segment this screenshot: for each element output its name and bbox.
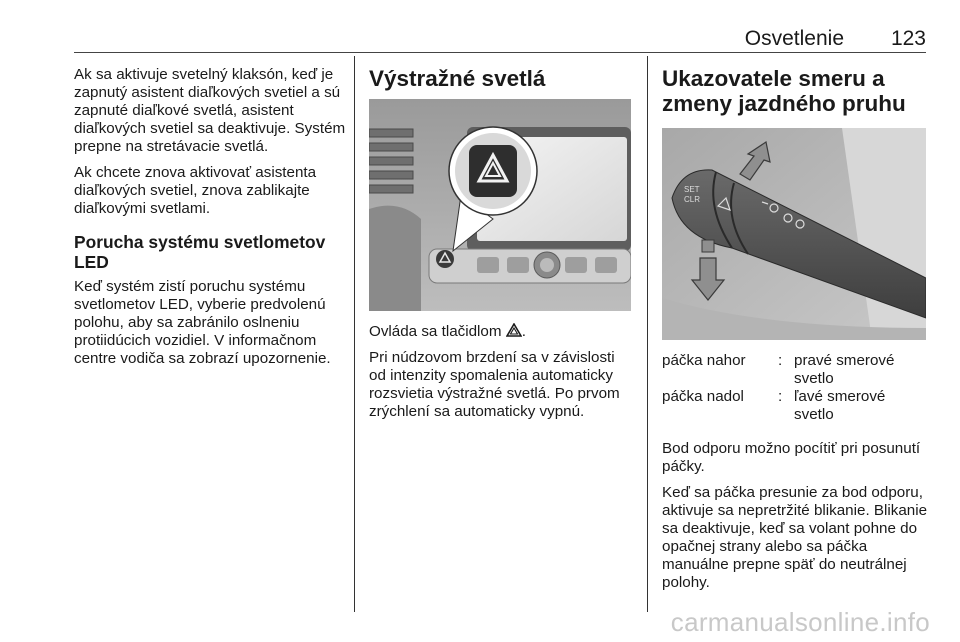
definition-desc-up: pravé smerové svetlo	[794, 352, 895, 387]
definition-row-up	[662, 352, 928, 388]
paragraph-hazard-button	[369, 323, 631, 341]
section-title: Osvetlenie	[744, 27, 844, 50]
hazard-button-text-end: .	[521, 323, 526, 340]
column-2	[369, 66, 631, 429]
turn-signal-lever-photo	[662, 128, 926, 340]
paragraph-reactivate-assistant: Ak chcete znova aktivovať asistenta diaľkových svetiel, znova zablikajte diaľkovými svetlami.	[74, 164, 317, 217]
definition-separator: :	[778, 388, 783, 405]
definition-separator: :	[778, 352, 783, 369]
definition-term-down: páčka nadol	[662, 388, 744, 405]
watermark: carmanualsonline.info	[670, 607, 930, 637]
hazard-button-text: Ovláda sa tlačidlom	[369, 323, 502, 340]
definition-row-down	[662, 388, 928, 424]
column-divider-2	[647, 56, 648, 612]
page-number: 123	[890, 27, 926, 50]
paragraph-emergency-braking: Pri núdzovom brzdení sa v závislosti od intenzity spomalenia automaticky rozsvietia výstražné svetlá. Po prvom zrýchlení sa automaticky vypnú.	[369, 349, 620, 420]
column-1	[74, 66, 350, 376]
paragraph-flash-assistant: Ak sa aktivuje svetelný klaksón, keď je zapnutý asistent diaľkových svetiel a sú zapnuté diaľkové svetlá, asistent diaľkových svetiel sa deaktivuje. Systém prepne na stretávacie svetlá.	[74, 66, 346, 155]
heading-turn-signals	[662, 66, 928, 116]
column-divider-1	[354, 56, 355, 612]
definition-term-up: páčka nahor	[662, 352, 746, 369]
column-3	[662, 66, 928, 600]
paragraph-resistance-point: Bod odporu možno pocítiť pri posunutí páčky.	[662, 440, 921, 475]
paragraph-led-fault: Keď systém zistí poruchu systému svetlometov LED, vyberie predvolenú polohu, aby sa zabránilo oslneniu protiidúcich vozidiel. V informačnom centre vodiča sa zobrazí upozornenie.	[74, 278, 331, 367]
heading-hazard-lights: Výstražné svetlá	[369, 66, 546, 91]
paragraph-continuous-blinking: Keď sa páčka presunie za bod odporu, aktivuje sa nepretržité blikanie. Blikanie sa deaktivuje, keď sa volant pohne do opačnej strany alebo sa páčka manuálne prepne späť do neutrálnej polohy.	[662, 484, 928, 591]
definition-desc-down: ľavé smerové svetlo	[794, 388, 886, 423]
heading-turn-signals-line2: zmeny jazdného pruhu	[662, 91, 906, 116]
hazard-warning-icon	[506, 323, 522, 337]
signal-definitions	[662, 352, 928, 424]
page-header	[74, 26, 926, 53]
svg-text:SET: SET	[684, 185, 700, 194]
svg-text:CLR: CLR	[684, 195, 701, 204]
dashboard-hazard-button-photo	[369, 99, 631, 311]
heading-turn-signals-line1: Ukazovatele smeru a	[662, 66, 885, 91]
heading-led-fault: Porucha systému svetlometov LED	[74, 232, 326, 272]
